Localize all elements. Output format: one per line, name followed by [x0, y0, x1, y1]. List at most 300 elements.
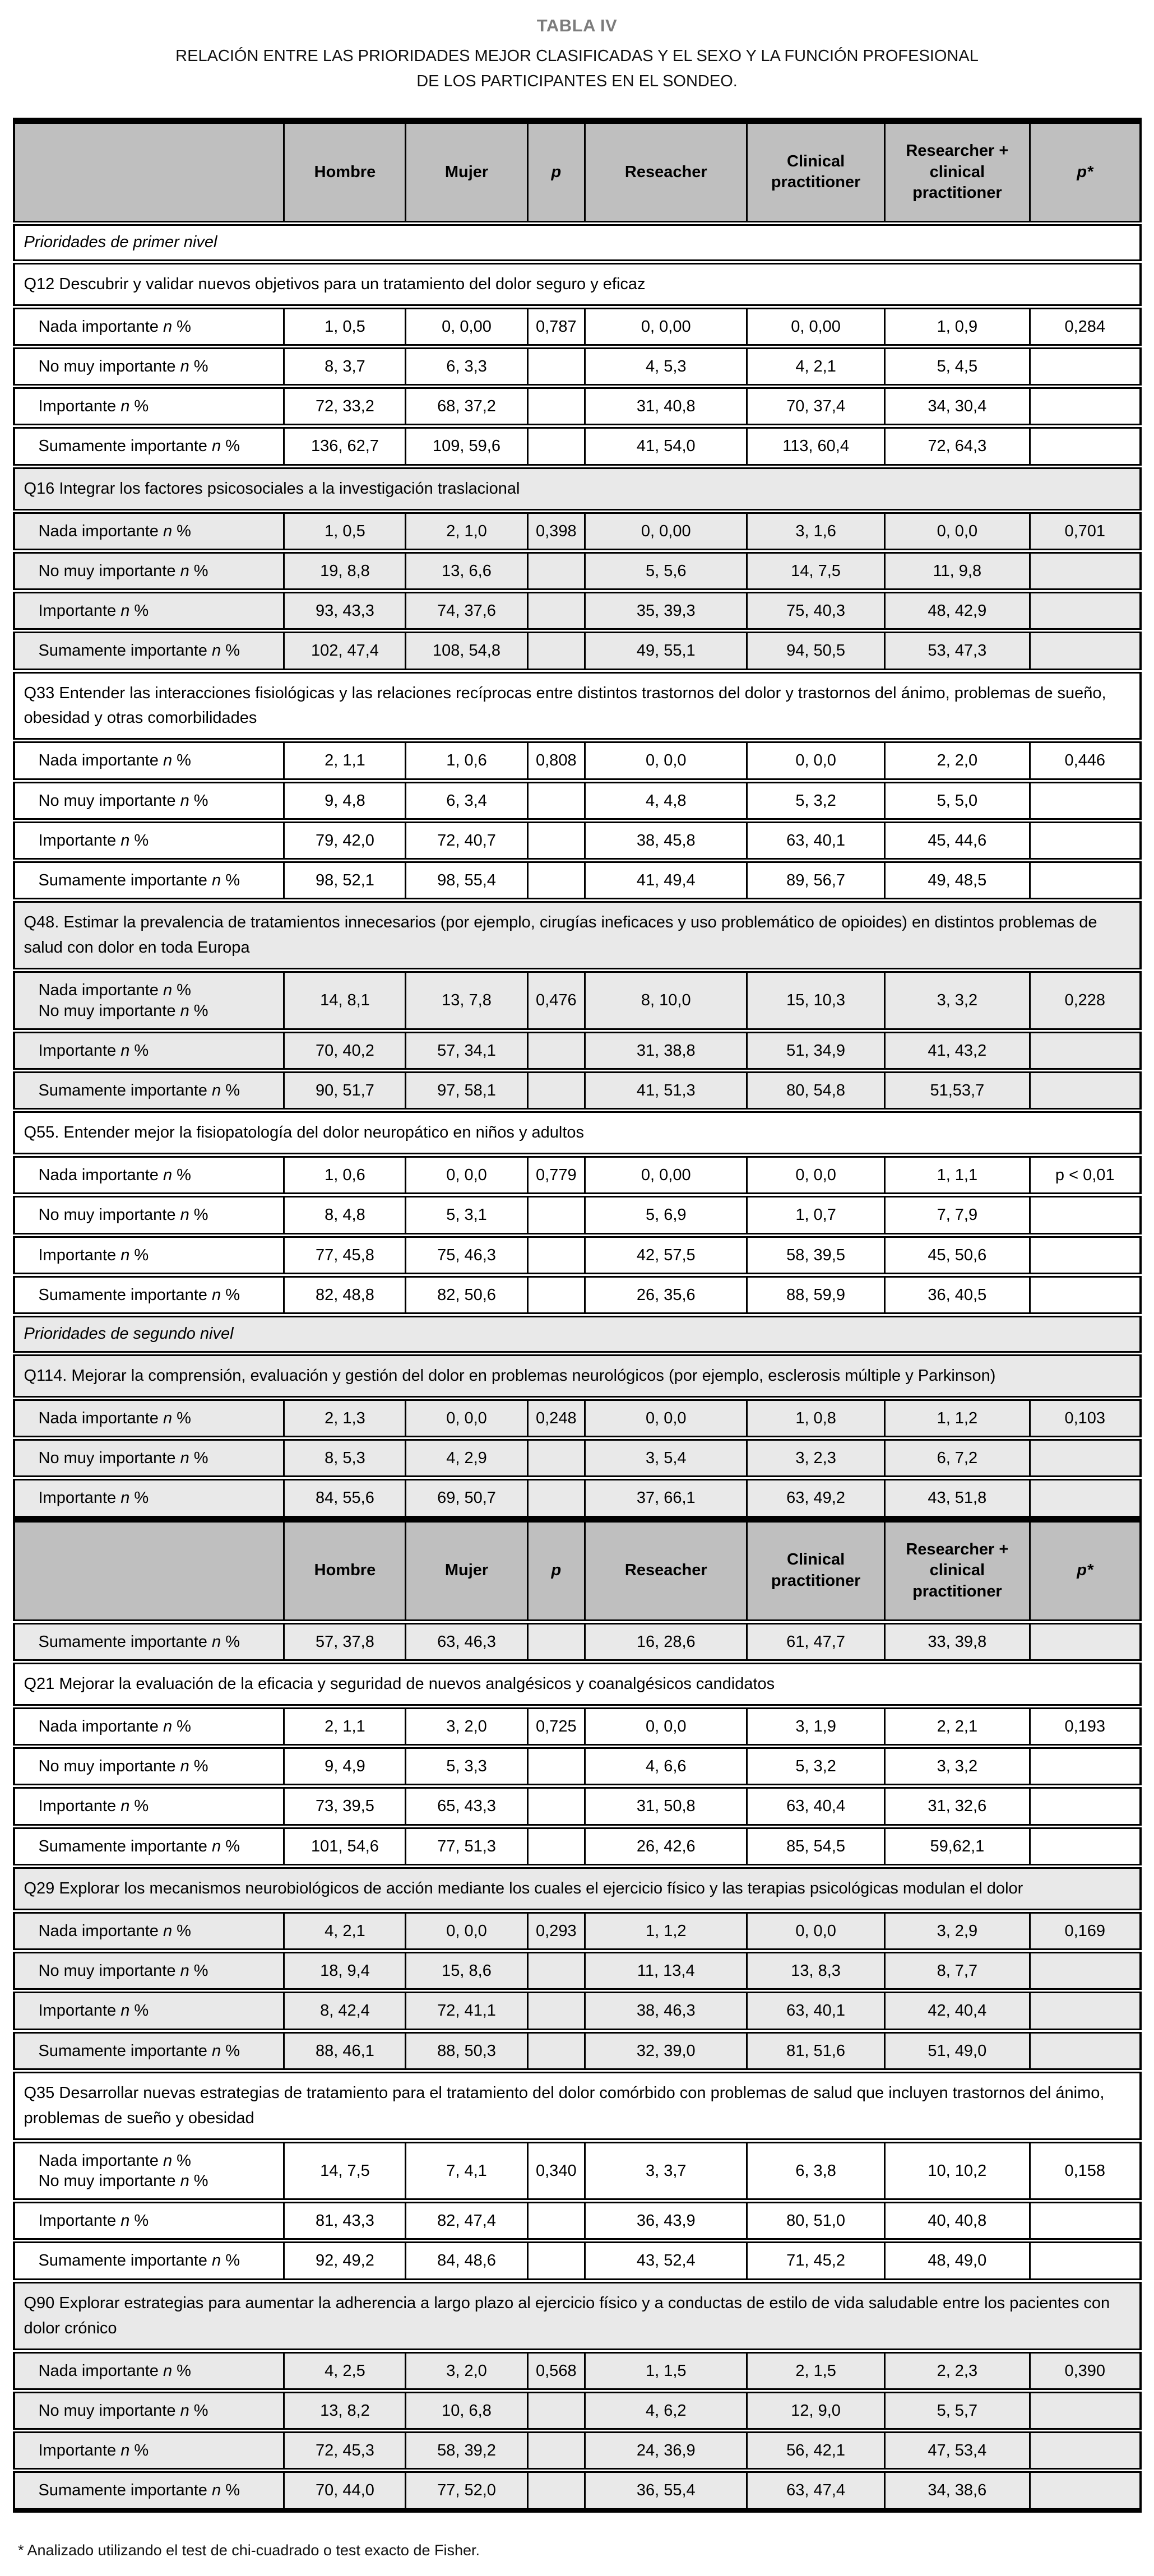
table-row [14, 1195, 1141, 1235]
table-footnote: * Analizado utilizando el test de chi-cuadrado o test exacto de Fisher. [18, 2541, 480, 2559]
data-cell [527, 1951, 585, 1991]
data-cell: 1, 1,5 [585, 2351, 747, 2391]
data-cell: 63, 40,1 [747, 1991, 884, 2031]
row-label-text: No muy importante [38, 1962, 176, 1980]
row-label [14, 2431, 284, 2471]
question-row [14, 1661, 1141, 1706]
data-cell: 10, 10,2 [884, 2141, 1030, 2201]
table-row [14, 1478, 1141, 1519]
data-cell: 48, 42,9 [884, 591, 1030, 631]
row-label [14, 2391, 284, 2430]
data-cell: 14, 7,5 [747, 551, 884, 591]
row-label-text: Sumamente importante [38, 437, 207, 456]
data-cell: 72, 64,3 [884, 426, 1030, 466]
data-cell: 0,248 [527, 1398, 585, 1438]
data-cell: 4, 6,2 [585, 2391, 747, 2430]
data-cell: 0, 0,0 [585, 1706, 747, 1746]
data-cell: 61, 47,7 [747, 1622, 884, 1661]
data-cell [1030, 591, 1140, 631]
data-cell: 13, 7,8 [406, 971, 527, 1031]
data-cell: 88, 50,3 [406, 2031, 527, 2071]
row-label [14, 2351, 284, 2391]
data-cell: 16, 28,6 [585, 1622, 747, 1661]
subtitle-line-1: RELACIÓN ENTRE LAS PRIORIDADES MEJOR CLASIFICADAS Y EL SEXO Y LA FUNCIÓN PROFESIONAL [175, 47, 979, 65]
data-cell: 0, 0,0 [884, 511, 1030, 551]
data-cell: 72, 33,2 [284, 387, 406, 426]
percent-symbol: % [177, 1409, 191, 1427]
data-cell: 41, 51,3 [585, 1071, 747, 1111]
data-cell: 92, 49,2 [284, 2241, 406, 2281]
n-symbol: n [121, 602, 130, 620]
percent-symbol: % [134, 1246, 149, 1264]
data-cell: 71, 45,2 [747, 2241, 884, 2281]
data-cell: 0, 0,00 [585, 307, 747, 346]
data-cell: 5, 4,5 [884, 346, 1030, 386]
n-symbol: n [121, 2002, 130, 2020]
row-label-text: No muy importante [38, 791, 176, 810]
percent-symbol: % [134, 1041, 149, 1060]
percent-symbol: % [134, 2212, 149, 2230]
n-symbol: n [212, 437, 221, 456]
row-label-text: Sumamente importante [38, 1632, 207, 1651]
data-cell: 81, 43,3 [284, 2201, 406, 2241]
data-cell: 12, 9,0 [747, 2391, 884, 2430]
data-cell: 77, 51,3 [406, 1826, 527, 1866]
data-cell: 63, 46,3 [406, 1622, 527, 1661]
table-row [14, 1991, 1141, 2031]
n-symbol: n [180, 561, 189, 580]
row-label-text: No muy importante [38, 357, 176, 375]
data-cell: 6, 7,2 [884, 1438, 1030, 1478]
data-cell [1030, 2241, 1140, 2281]
data-cell: 1, 1,1 [884, 1155, 1030, 1195]
data-cell [1030, 1438, 1140, 1478]
data-cell: 3, 5,4 [585, 1438, 747, 1478]
data-cell: 1, 0,6 [406, 741, 527, 781]
data-cell: 102, 47,4 [284, 631, 406, 671]
data-cell: 11, 13,4 [585, 1951, 747, 1991]
percent-symbol: % [193, 2171, 208, 2190]
data-cell: 0,476 [527, 971, 585, 1031]
n-symbol: n [180, 1206, 189, 1224]
row-label [14, 1747, 284, 1786]
data-cell: 1, 0,6 [284, 1155, 406, 1195]
n-symbol: n [180, 2171, 189, 2190]
row-label [14, 511, 284, 551]
n-symbol: n [180, 1962, 189, 1980]
data-cell: 0, 0,0 [747, 1155, 884, 1195]
percent-symbol: % [193, 1757, 208, 1776]
n-symbol: n [180, 791, 189, 810]
data-cell: 11, 9,8 [884, 551, 1030, 591]
percent-symbol: % [225, 1285, 240, 1304]
data-cell: 31, 50,8 [585, 1786, 747, 1826]
n-symbol: n [212, 1082, 221, 1099]
data-cell: 51, 49,0 [884, 2031, 1030, 2071]
data-cell: 77, 52,0 [406, 2471, 527, 2510]
percent-symbol: % [177, 2151, 191, 2170]
row-label [14, 631, 284, 671]
data-cell: 1, 1,2 [585, 1911, 747, 1951]
row-label-text: Importante [38, 2442, 117, 2459]
data-cell: 41, 54,0 [585, 426, 747, 466]
row-label-text: Importante [38, 1246, 117, 1264]
data-cell: 2, 2,0 [884, 741, 1030, 781]
n-symbol: n [163, 1166, 173, 1185]
percent-symbol: % [225, 2252, 240, 2270]
n-symbol: n [121, 1041, 130, 1060]
n-symbol: n [163, 1409, 173, 1427]
row-label-text: Nada importante [38, 1409, 159, 1427]
data-cell: 80, 54,8 [747, 1071, 884, 1111]
data-cell: 36, 43,9 [585, 2201, 747, 2241]
data-cell [527, 820, 585, 860]
table-row [14, 2031, 1141, 2071]
data-cell: 72, 41,1 [406, 1991, 527, 2031]
table-row [14, 2241, 1141, 2281]
row-label-text: Sumamente importante [38, 2252, 207, 2270]
data-cell: 57, 34,1 [406, 1031, 527, 1070]
data-cell [527, 1071, 585, 1111]
data-cell: 89, 56,7 [747, 861, 884, 901]
data-cell: 14, 8,1 [284, 971, 406, 1031]
data-cell: 59,62,1 [884, 1826, 1030, 1866]
n-symbol: n [180, 1001, 189, 1020]
data-cell: 63, 49,2 [747, 1478, 884, 1519]
data-cell: 0,787 [527, 307, 585, 346]
data-cell [527, 2201, 585, 2241]
data-cell: 38, 45,8 [585, 820, 747, 860]
data-cell: 70, 40,2 [284, 1031, 406, 1070]
percent-symbol: % [134, 602, 149, 620]
data-cell: 48, 49,0 [884, 2241, 1030, 2281]
row-label-text: Sumamente importante [38, 1082, 207, 1099]
group-row [14, 1315, 1141, 1354]
data-cell: 0,390 [1030, 2351, 1140, 2391]
row-label [14, 2141, 284, 2201]
question-label: Q16 Integrar los factores psicosociales a la investigación traslacional [14, 466, 1141, 511]
row-label-text: No muy importante [38, 1757, 176, 1776]
data-cell: 77, 45,8 [284, 1235, 406, 1275]
row-label-text: Importante [38, 1489, 117, 1507]
table-row [14, 2141, 1141, 2201]
page-subtitle [101, 44, 1054, 94]
data-cell: 8, 10,0 [585, 971, 747, 1031]
question-row [14, 1866, 1141, 1911]
data-cell [527, 591, 585, 631]
data-cell: 81, 51,6 [747, 2031, 884, 2071]
data-cell [527, 2431, 585, 2471]
data-cell [1030, 1991, 1140, 2031]
data-cell: 0, 0,0 [406, 1398, 527, 1438]
percent-symbol: % [193, 1001, 208, 1020]
question-label: Q29 Explorar los mecanismos neurobiológicos de acción mediante los cuales el ejercicio físico y las terapias psicológicas modulan el dolor [14, 1866, 1141, 1911]
n-symbol: n [212, 2041, 221, 2060]
n-symbol: n [212, 1632, 221, 1651]
row-label-text: Sumamente importante [38, 2481, 207, 2500]
percent-symbol: % [193, 791, 208, 810]
row-label [14, 1275, 284, 1315]
percent-symbol: % [193, 1962, 208, 1980]
n-symbol: n [163, 981, 173, 1000]
table-row [14, 2351, 1141, 2391]
data-cell [527, 1622, 585, 1661]
data-cell [1030, 1478, 1140, 1519]
data-cell: 56, 42,1 [747, 2431, 884, 2471]
column-header: Hombre [284, 1519, 406, 1622]
data-cell: 0, 0,00 [747, 307, 884, 346]
data-cell: 4, 4,8 [585, 781, 747, 820]
data-cell: 3, 3,7 [585, 2141, 747, 2201]
data-cell: 15, 8,6 [406, 1951, 527, 1991]
row-label [14, 346, 284, 386]
column-header: Clinical practitioner [747, 1519, 884, 1622]
data-cell: 8, 7,7 [884, 1951, 1030, 1991]
row-label [14, 1235, 284, 1275]
data-cell: 72, 45,3 [284, 2431, 406, 2471]
data-cell: 5, 3,1 [406, 1195, 527, 1235]
row-label [14, 1438, 284, 1478]
row-label [14, 426, 284, 466]
row-label [14, 1398, 284, 1438]
percent-symbol: % [193, 1206, 208, 1224]
question-label: Q21 Mejorar la evaluación de la eficacia y seguridad de nuevos analgésicos y coanalgésicos candidatos [14, 1661, 1141, 1706]
percent-symbol: % [177, 751, 191, 770]
row-label-text: No muy importante [38, 1449, 176, 1468]
question-row [14, 901, 1141, 971]
group-label: Prioridades de primer nivel [14, 223, 1141, 262]
data-cell: 108, 54,8 [406, 631, 527, 671]
corner-cell [14, 1519, 284, 1622]
question-row [14, 262, 1141, 307]
data-cell: 4, 2,9 [406, 1438, 527, 1478]
data-cell: 5, 3,3 [406, 1747, 527, 1786]
data-cell: 53, 47,3 [884, 631, 1030, 671]
row-label [14, 1031, 284, 1070]
percent-symbol: % [193, 1449, 208, 1468]
table-row [14, 1071, 1141, 1111]
data-cell: 3, 1,6 [747, 511, 884, 551]
data-cell: 7, 7,9 [884, 1195, 1030, 1235]
table-body [14, 120, 1141, 2510]
row-label [14, 861, 284, 901]
data-cell: 5, 3,2 [747, 1747, 884, 1786]
table-row [14, 1951, 1141, 1991]
n-symbol: n [121, 1797, 130, 1816]
data-cell: 31, 38,8 [585, 1031, 747, 1070]
data-cell [1030, 1786, 1140, 1826]
data-cell [527, 2391, 585, 2430]
row-label-text: Nada importante [38, 1166, 159, 1185]
data-cell [1030, 1275, 1140, 1315]
n-symbol: n [163, 2151, 173, 2170]
data-cell [527, 861, 585, 901]
data-cell: 58, 39,2 [406, 2431, 527, 2471]
n-symbol: n [212, 642, 221, 660]
data-cell: 4, 6,6 [585, 1747, 747, 1786]
row-label [14, 2201, 284, 2241]
n-symbol: n [212, 2481, 221, 2500]
row-label-text: Importante [38, 2002, 117, 2020]
data-cell: 2, 1,1 [284, 1706, 406, 1746]
n-symbol: n [163, 2361, 173, 2380]
data-cell: 26, 42,6 [585, 1826, 747, 1866]
percent-symbol: % [225, 871, 240, 890]
table-row [14, 781, 1141, 820]
row-label-text: No muy importante [38, 2401, 176, 2420]
row-label [14, 1826, 284, 1866]
data-cell: 94, 50,5 [747, 631, 884, 671]
data-cell: 101, 54,6 [284, 1826, 406, 1866]
data-cell: 49, 48,5 [884, 861, 1030, 901]
table-row [14, 1275, 1141, 1315]
data-cell: 63, 47,4 [747, 2471, 884, 2510]
data-cell: 4, 2,1 [747, 346, 884, 386]
row-label [14, 820, 284, 860]
data-cell: 0,779 [527, 1155, 585, 1195]
n-symbol: n [121, 1489, 130, 1507]
data-cell: 2, 1,5 [747, 2351, 884, 2391]
data-cell: 45, 50,6 [884, 1235, 1030, 1275]
data-cell [1030, 2391, 1140, 2430]
column-header: Reseacher [585, 120, 747, 223]
data-cell: 82, 47,4 [406, 2201, 527, 2241]
data-cell [1030, 426, 1140, 466]
data-cell: 14, 7,5 [284, 2141, 406, 2201]
row-label-text: Sumamente importante [38, 871, 207, 890]
data-cell [1030, 387, 1140, 426]
subtitle-line-2: DE LOS PARTICIPANTES EN EL SONDEO. [416, 72, 738, 90]
column-header: Researcher + clinical practitioner [884, 120, 1030, 223]
row-label-text: Nada importante [38, 751, 159, 770]
data-cell: 68, 37,2 [406, 387, 527, 426]
n-symbol: n [180, 357, 189, 375]
data-cell: 88, 46,1 [284, 2031, 406, 2071]
data-cell: 15, 10,3 [747, 971, 884, 1031]
question-row [14, 671, 1141, 741]
table-row [14, 1235, 1141, 1275]
row-label-text: Nada importante [38, 2361, 159, 2380]
data-cell: 41, 49,4 [585, 861, 747, 901]
data-cell: 37, 66,1 [585, 1478, 747, 1519]
n-symbol: n [212, 1285, 221, 1304]
data-cell: 0,103 [1030, 1398, 1140, 1438]
table-row [14, 2471, 1141, 2510]
row-label [14, 1911, 284, 1951]
data-cell: 13, 6,6 [406, 551, 527, 591]
table-row [14, 1031, 1141, 1070]
row-label-text: Importante [38, 831, 117, 850]
n-symbol: n [163, 317, 173, 336]
data-cell: 43, 52,4 [585, 2241, 747, 2281]
data-cell: 0, 0,0 [585, 741, 747, 781]
row-label-text: Importante [38, 397, 117, 416]
row-label-text: Nada importante [38, 2151, 159, 2170]
data-cell: 6, 3,4 [406, 781, 527, 820]
table-row [14, 307, 1141, 346]
data-cell: 1, 0,5 [284, 511, 406, 551]
data-cell: 32, 39,0 [585, 2031, 747, 2071]
data-cell [1030, 1747, 1140, 1786]
data-cell [527, 1438, 585, 1478]
n-symbol: n [212, 2252, 221, 2270]
data-cell: 1, 0,5 [284, 307, 406, 346]
table-row [14, 591, 1141, 631]
data-cell [527, 426, 585, 466]
table-row [14, 1786, 1141, 1826]
data-cell: 1, 0,9 [884, 307, 1030, 346]
table-row [14, 741, 1141, 781]
row-label [14, 741, 284, 781]
row-label [14, 781, 284, 820]
data-cell: 3, 3,2 [884, 1747, 1030, 1786]
data-cell [1030, 1235, 1140, 1275]
data-cell: 33, 39,8 [884, 1622, 1030, 1661]
row-label [14, 1951, 284, 1991]
data-cell: 24, 36,9 [585, 2431, 747, 2471]
data-cell: 4, 2,5 [284, 2351, 406, 2391]
percent-symbol: % [134, 397, 149, 416]
data-cell [527, 2241, 585, 2281]
n-symbol: n [180, 1757, 189, 1776]
column-header: Clinical practitioner [747, 120, 884, 223]
data-cell: 57, 37,8 [284, 1622, 406, 1661]
data-cell: 79, 42,0 [284, 820, 406, 860]
data-cell: 58, 39,5 [747, 1235, 884, 1275]
row-label-text: Nada importante [38, 317, 159, 336]
question-label: Q12 Descubrir y validar nuevos objetivos para un tratamiento del dolor seguro y eficaz [14, 262, 1141, 307]
data-cell [527, 631, 585, 671]
data-cell [527, 2031, 585, 2071]
column-header: p [527, 1519, 585, 1622]
row-label-text: Nada importante [38, 522, 159, 540]
data-cell: 4, 5,3 [585, 346, 747, 386]
data-cell [527, 1235, 585, 1275]
data-cell: 3, 2,0 [406, 2351, 527, 2391]
data-cell: 0,725 [527, 1706, 585, 1746]
data-cell: 9, 4,9 [284, 1747, 406, 1786]
data-cell: 0,284 [1030, 307, 1140, 346]
priorities-table [13, 118, 1142, 2513]
data-cell: 75, 40,3 [747, 591, 884, 631]
data-cell: 47, 53,4 [884, 2431, 1030, 2471]
data-cell: 0, 0,0 [747, 741, 884, 781]
table-row [14, 1155, 1141, 1195]
data-cell [1030, 1071, 1140, 1111]
data-cell [1030, 1826, 1140, 1866]
data-cell: 0,193 [1030, 1706, 1140, 1746]
data-cell: 40, 40,8 [884, 2201, 1030, 2241]
header-row [14, 120, 1141, 223]
data-cell [1030, 1195, 1140, 1235]
row-label [14, 387, 284, 426]
data-cell: 43, 51,8 [884, 1478, 1030, 1519]
percent-symbol: % [134, 1489, 149, 1507]
data-cell: 0, 0,0 [406, 1911, 527, 1951]
data-cell: 0,808 [527, 741, 585, 781]
data-cell [527, 551, 585, 591]
n-symbol: n [163, 1921, 173, 1940]
data-cell: 70, 37,4 [747, 387, 884, 426]
percent-symbol: % [193, 357, 208, 375]
data-cell: 72, 40,7 [406, 820, 527, 860]
table-row [14, 2431, 1141, 2471]
row-label-text: Nada importante [38, 1717, 159, 1735]
row-label-text: Sumamente importante [38, 2041, 207, 2060]
percent-symbol: % [225, 1632, 240, 1651]
n-symbol: n [180, 2401, 189, 2420]
n-symbol: n [212, 871, 221, 890]
